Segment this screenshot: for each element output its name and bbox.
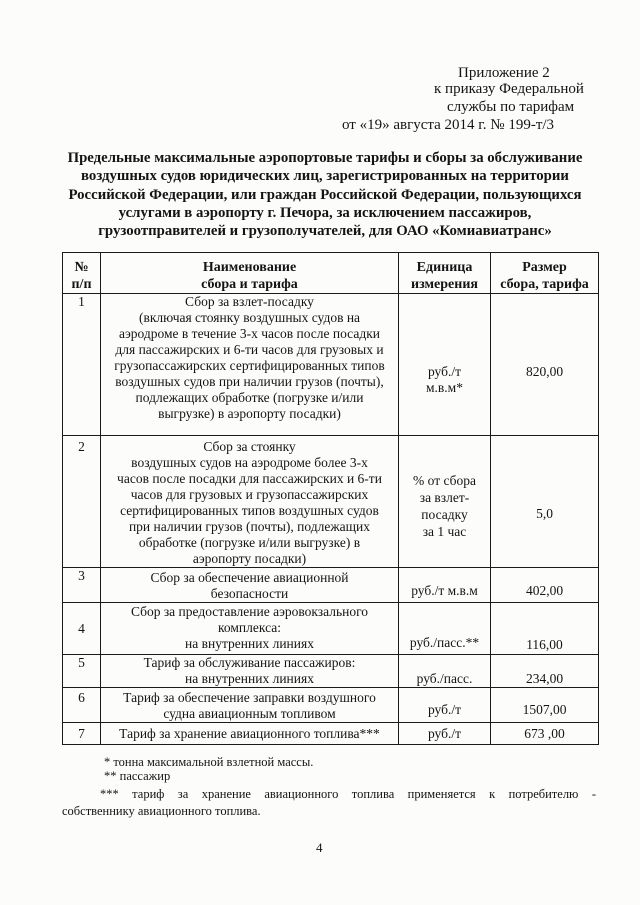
fee-name-line: на внутренних линиях [185, 636, 314, 651]
fee-name-line: воздушных судов на аэродроме более 3-х [131, 455, 368, 470]
fee-amount: 234,00 [491, 655, 599, 688]
unit-of-measure [399, 688, 491, 723]
unit-line: руб./т м.в.м [411, 583, 478, 598]
column-header-number [63, 253, 101, 294]
fee-name-line: на внутренних линиях [185, 671, 314, 686]
table-row [63, 723, 599, 745]
fee-name [101, 294, 399, 436]
fee-name-line: Сбор за обеспечение авиационной [150, 570, 349, 585]
row-number: 5 [63, 655, 101, 688]
title-line: услугами в аэропорту г. Печора, за исключением пассажиров, [118, 204, 532, 221]
fee-name-line: Тариф за обеспечение заправки воздушного [123, 690, 376, 705]
unit-line: % от сбора [413, 472, 476, 488]
header-line: Наименование [202, 260, 297, 275]
document-title [15, 149, 635, 240]
unit-line: за взлет- [419, 489, 470, 505]
page-number: 4 [316, 840, 323, 855]
unit-line: посадку [421, 506, 468, 522]
annex-header-line: от «19» августа 2014 г. № 199-т/3 [342, 117, 555, 133]
row-number: 6 [63, 688, 101, 723]
unit-of-measure [399, 294, 491, 436]
footnote-line: собственнику авиационного топлива. [62, 804, 261, 818]
annex-header-line: службы по тарифам [447, 99, 575, 115]
fee-name-line: Сбор за стоянку [203, 439, 296, 454]
tariff-table [62, 252, 599, 745]
fee-name [101, 603, 399, 655]
fee-amount: 5,0 [491, 436, 599, 568]
unit-of-measure [399, 436, 491, 568]
row-number: 2 [63, 436, 101, 568]
fee-amount: 820,00 [491, 294, 599, 436]
annex-header-line: Приложение 2 [458, 65, 550, 81]
unit-line: руб./т [427, 363, 462, 379]
unit-of-measure [399, 603, 491, 655]
fee-amount: 673 ,00 [491, 723, 599, 745]
footnote-line: *** тариф за хранение авиационного топлива применяется к потребителю - [100, 787, 596, 801]
fee-name [101, 688, 399, 723]
table-row [63, 603, 599, 655]
fee-name-line: воздушных судов при наличии грузов (почты), [115, 374, 384, 389]
fee-name [101, 723, 399, 745]
fee-name-line: грузопассажирских сертифицированных типов [114, 358, 385, 373]
fee-name-line: судна авиационным топливом [163, 706, 336, 721]
fee-name-line: сертифицированных типов воздушных судов [120, 503, 379, 518]
fee-name [101, 655, 399, 688]
fee-name-line: комплекса: [218, 620, 281, 635]
unit-line: руб./пасс. [416, 671, 473, 686]
fee-name [101, 436, 399, 568]
unit-of-measure [399, 568, 491, 603]
row-number: 3 [63, 568, 101, 603]
row-number: 7 [63, 723, 101, 745]
header-line: сбора и тарифа [201, 277, 298, 292]
fee-name-line: для пассажирских и 6-ти часов для грузовых и [115, 342, 384, 357]
fee-name-line: при наличии грузов (почты), подлежащих [128, 519, 371, 534]
title-line: воздушных судов юридических лиц, зарегистрированных на территории [81, 168, 569, 185]
row-number: 1 [63, 294, 101, 436]
unit-line: за 1 час [422, 523, 467, 539]
unit-line: руб./пасс.** [409, 635, 480, 650]
footnote: ** пассажир [104, 769, 171, 783]
table-row [63, 294, 599, 436]
header-line: сбора, тарифа [500, 277, 589, 292]
fee-name-line: подлежащих обработке (погрузке и/или [135, 390, 364, 405]
column-header-name [101, 253, 399, 294]
table-header-row [63, 253, 599, 294]
footnote: * тонна максимальной взлетной массы. [104, 755, 314, 769]
fee-amount: 1507,00 [491, 688, 599, 723]
title-line: Российской Федерации, или граждан Российской Федерации, пользующихся [68, 186, 582, 203]
title-line: Предельные максимальные аэропортовые тарифы и сборы за обслуживание [67, 150, 583, 166]
unit-of-measure [399, 655, 491, 688]
unit-line: м.в.м* [426, 379, 463, 395]
table-row [63, 688, 599, 723]
annex-header-line: к приказу Федеральной [434, 81, 584, 97]
fee-name-line: выгрузке) в аэропорту посадки) [158, 406, 341, 421]
row-number: 4 [63, 603, 101, 655]
fee-amount: 116,00 [491, 603, 599, 655]
unit-of-measure [399, 723, 491, 745]
column-header-unit [399, 253, 491, 294]
fee-name-line: аэропорту посадки) [192, 551, 307, 566]
fee-name [101, 568, 399, 603]
fee-amount: 402,00 [491, 568, 599, 603]
header-line: измерения [411, 277, 478, 292]
fee-name-line: часов для грузовых и грузопассажирских [130, 487, 369, 502]
fee-name-line: Тариф за обслуживание пассажиров: [143, 655, 356, 670]
header-line: № [74, 260, 89, 275]
table-row [63, 568, 599, 603]
fee-name-line: (включая стоянку воздушных судов на [138, 310, 361, 325]
fee-name-line: безопасности [210, 586, 289, 601]
title-line: грузоотправителей и грузополучателей, для ОАО «Комиавиатранс» [98, 223, 552, 240]
header-line: Размер [522, 260, 567, 275]
unit-line: руб./т [427, 725, 462, 741]
fee-name-line: обработке (погрузке и/или выгрузке) в [138, 535, 361, 550]
fee-name-line: аэродроме в течение 3-х часов после посадки [119, 326, 380, 341]
header-line: п/п [71, 277, 92, 292]
table-row [63, 655, 599, 688]
table-row [63, 436, 599, 568]
fee-name-line: Тариф за хранение авиационного топлива*** [119, 725, 380, 741]
fee-name-line: Сбор за предоставление аэровокзального [130, 604, 369, 619]
fee-name-line: Сбор за взлет-посадку [185, 294, 314, 309]
fee-name-line: часов после посадки для пассажирских и 6-ти [117, 471, 382, 486]
unit-line: руб./т [427, 702, 462, 717]
column-header-amount [491, 253, 599, 294]
header-line: Единица [416, 260, 473, 275]
